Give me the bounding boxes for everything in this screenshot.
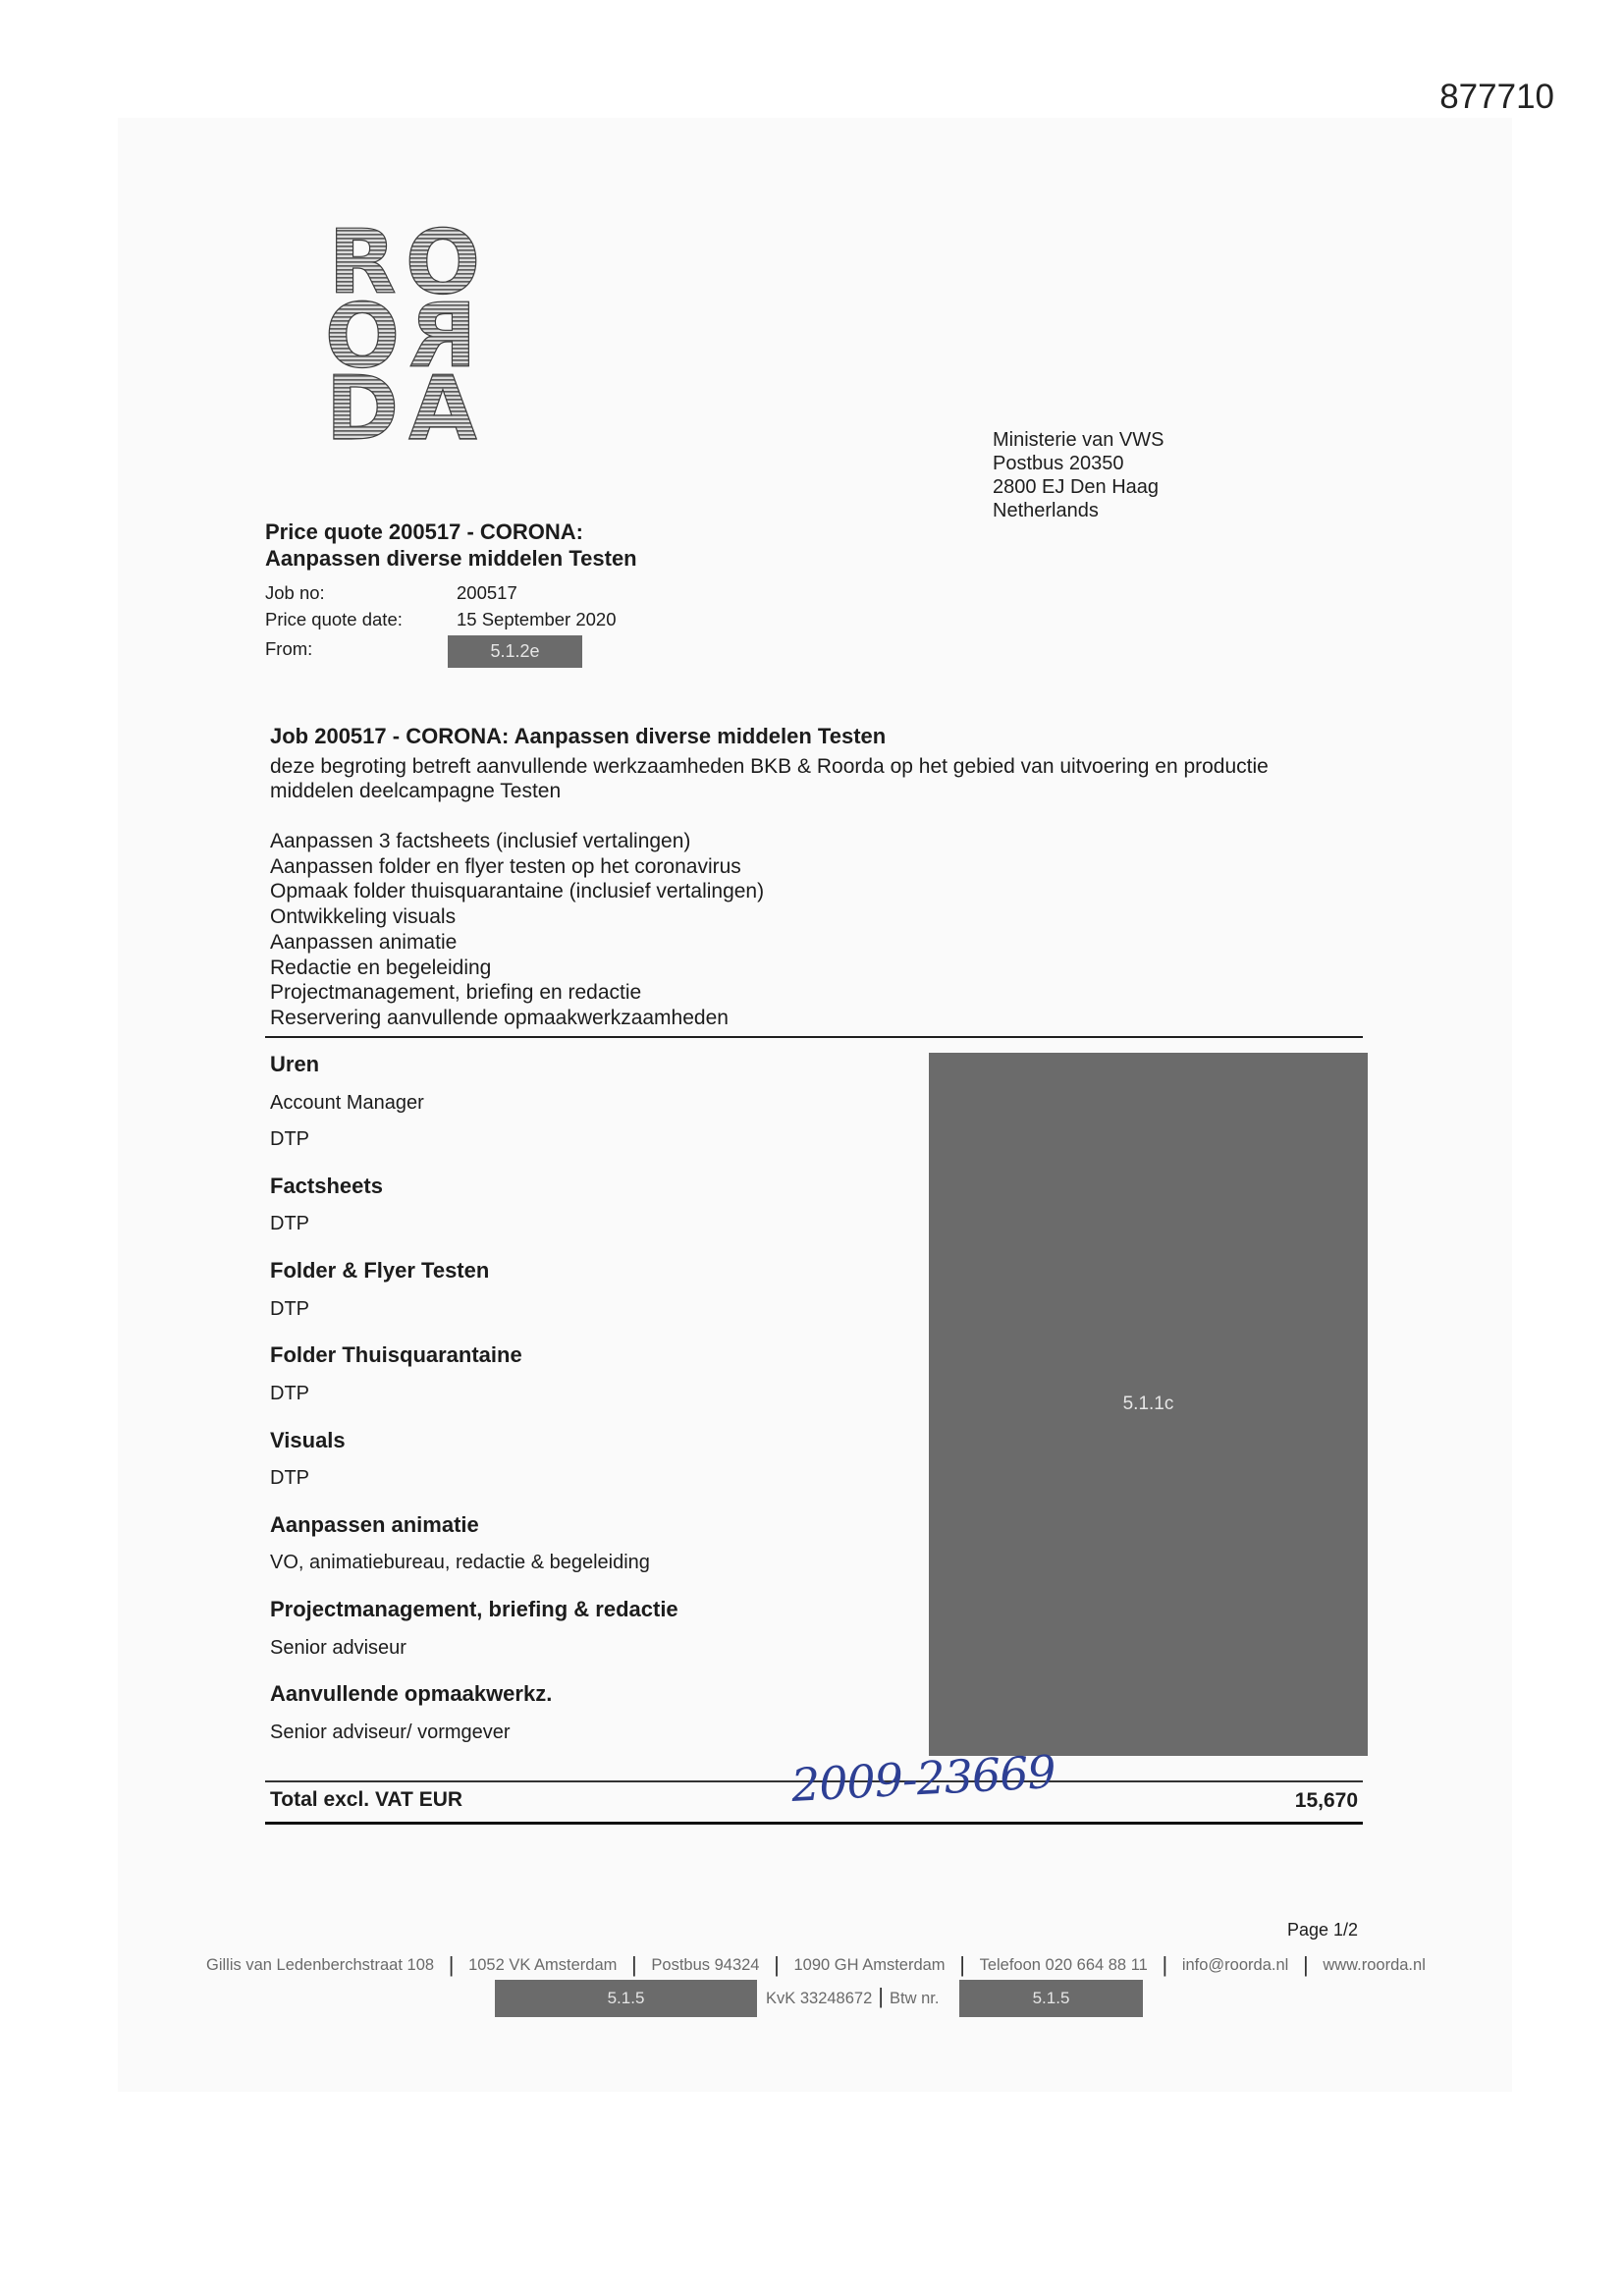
quote-field-date — [265, 607, 756, 632]
job-item-list — [270, 829, 764, 1031]
section-line: DTP — [270, 1382, 309, 1404]
logo-letter: R — [328, 218, 397, 314]
cost-section — [270, 1167, 898, 1243]
logo-letter: D — [327, 357, 400, 444]
recipient-line: Ministerie van VWS — [993, 429, 1164, 451]
field-value: 200517 — [457, 582, 517, 603]
footer-separator: | — [631, 1952, 637, 1977]
list-item: Projectmanagement, briefing en redactie — [270, 981, 642, 1005]
total-value: 15,670 — [1294, 1789, 1358, 1812]
roorda-logo-mark — [327, 218, 484, 444]
footer-btw: Btw nr. — [889, 1990, 940, 2007]
footer-registration — [766, 1985, 939, 2010]
page-number: Page 1/2 — [1286, 1920, 1358, 1940]
recipient-line: 2800 EJ Den Haag — [993, 476, 1160, 498]
quote-title-line: Aanpassen diverse middelen Testen — [265, 546, 637, 571]
section-line: DTP — [270, 1297, 309, 1320]
cost-section — [270, 1590, 898, 1667]
footer-email: info@roorda.nl — [1181, 1955, 1289, 1974]
handwritten-note: 2009-23669 — [789, 1744, 1056, 1812]
redaction-box-footer-2: 5.1.5 — [959, 1980, 1143, 2017]
redaction-box-from: 5.1.2e — [448, 635, 582, 668]
section-line: Senior adviseur/ vormgever — [270, 1721, 511, 1743]
list-item: Reservering aanvullende opmaakwerkzaamheden — [270, 1006, 729, 1029]
cost-section — [270, 1251, 898, 1328]
list-item: Aanpassen folder en flyer testen op het coronavirus — [270, 854, 741, 878]
section-divider — [265, 1036, 1363, 1038]
section-line: DTP — [270, 1128, 309, 1150]
footer-postcode: 1052 VK Amsterdam — [468, 1955, 618, 1974]
section-line: VO, animatiebureau, redactie & begeleiding — [270, 1552, 650, 1574]
footer-address — [206, 1953, 1426, 1977]
footer-street: Gillis van Ledenberchstraat 108 — [206, 1955, 435, 1974]
logo-letter: A — [408, 357, 477, 444]
footer-separator: | — [774, 1952, 780, 1977]
recipient-line: Netherlands — [993, 500, 1099, 521]
footer-kvk: KvK 33248672 — [766, 1990, 873, 2007]
logo-letter: O — [405, 218, 481, 314]
logo-letter: R — [408, 285, 477, 388]
list-item: Ontwikkeling visuals — [270, 905, 457, 929]
recipient-address — [993, 428, 1164, 522]
section-heading: Aanpassen animatie — [270, 1511, 479, 1537]
field-label: Job no: — [265, 582, 325, 603]
document-number: 877710 — [1439, 78, 1554, 116]
section-line: Senior adviseur — [270, 1636, 406, 1659]
list-item: Opmaak folder thuisquarantaine (inclusief vertalingen) — [270, 880, 765, 903]
description-line: middelen deelcampagne Testen — [270, 779, 562, 802]
footer-separator: | — [959, 1952, 965, 1977]
section-heading: Projectmanagement, briefing & redactie — [270, 1597, 678, 1621]
total-bottom-rule — [265, 1822, 1363, 1825]
footer-website: www.roorda.nl — [1323, 1955, 1426, 1974]
footer-separator: | — [448, 1952, 455, 1977]
section-heading: Folder & Flyer Testen — [270, 1258, 490, 1283]
field-label: Price quote date: — [265, 609, 403, 629]
section-line: Account Manager — [270, 1091, 424, 1114]
roorda-logo — [327, 218, 484, 444]
section-heading: Factsheets — [270, 1173, 383, 1198]
field-value: 15 September 2020 — [457, 609, 617, 629]
total-label: Total excl. VAT EUR — [270, 1788, 463, 1811]
redaction-box-footer-1: 5.1.5 — [495, 1980, 757, 2017]
cost-section — [270, 1421, 898, 1498]
list-item: Aanpassen animatie — [270, 930, 458, 954]
cost-sections — [270, 1045, 898, 1760]
footer-separator: | — [1302, 1952, 1309, 1977]
quote-field-job-no — [265, 580, 756, 606]
description-line: deze begroting betreft aanvullende werkzaamheden BKB & Roorda op het gebied van uitvoering en productie — [270, 755, 1269, 778]
redaction-box-amounts: 5.1.1c — [929, 1053, 1368, 1756]
footer-postbus-postcode: 1090 GH Amsterdam — [793, 1955, 946, 1974]
section-heading: Visuals — [270, 1427, 346, 1452]
cost-section — [270, 1674, 898, 1751]
section-line: DTP — [270, 1213, 309, 1235]
job-heading: Job 200517 - CORONA: Aanpassen diverse middelen Testen — [270, 724, 887, 748]
cost-section — [270, 1505, 898, 1582]
footer-separator: | — [1162, 1952, 1168, 1977]
cost-section — [270, 1336, 898, 1412]
footer-postbus: Postbus 94324 — [651, 1955, 760, 1974]
logo-letter: O — [327, 285, 401, 388]
section-line: DTP — [270, 1467, 309, 1489]
cost-section — [270, 1045, 898, 1159]
footer-separator: | — [878, 1984, 884, 2008]
job-description — [270, 755, 1269, 803]
list-item: Redactie en begeleiding — [270, 956, 492, 979]
footer-phone: Telefoon 020 664 88 11 — [979, 1955, 1148, 1974]
section-heading: Aanvullende opmaakwerkz. — [270, 1681, 553, 1707]
section-heading: Folder Thuisquarantaine — [270, 1342, 522, 1368]
recipient-line: Postbus 20350 — [993, 453, 1124, 474]
quote-title-line: Price quote 200517 - CORONA: — [265, 519, 583, 544]
list-item: Aanpassen 3 factsheets (inclusief vertalingen) — [270, 830, 691, 852]
field-label: From: — [265, 638, 313, 659]
section-heading: Uren — [270, 1052, 320, 1076]
quote-title — [265, 519, 637, 572]
